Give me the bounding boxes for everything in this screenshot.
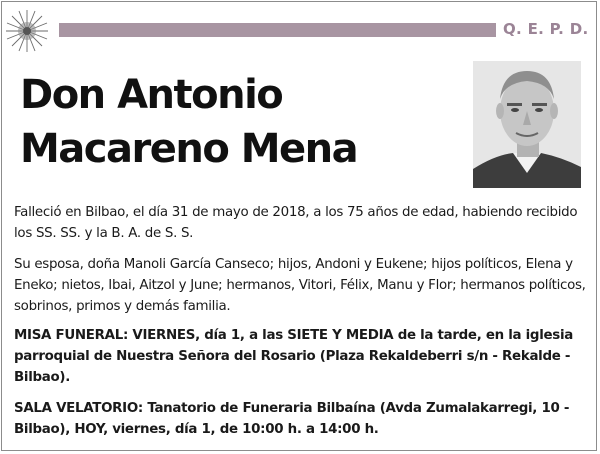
wake-room-paragraph: SALA VELATORIO: Tanatorio de Funeraria Bilbaína (Avda Zumalakarregi, 10 - Bilbao), HOY, viernes, día 1, de 10:00 h. a 14:00 h.	[14, 401, 570, 437]
deceased-name	[20, 68, 470, 176]
flower-ornament-icon	[4, 8, 50, 54]
name-line-2: Macareno Mena	[20, 126, 358, 172]
funeral-mass-paragraph: MISA FUNERAL: VIERNES, día 1, a las SIETE Y MEDIA de la tarde, en la iglesia parroquial de Nuestra Señora del Rosario (Plaza Rekaldeberri s/n - Rekalde - Bilbao).	[14, 328, 573, 385]
qepd-label: Q. E. P. D.	[503, 20, 589, 38]
header-band	[59, 23, 496, 37]
portrait-photo	[473, 61, 581, 188]
family-paragraph: Su esposa, doña Manoli García Canseco; hijos, Andoni y Eukene; hijos políticos, Elena y Eneko; nietos, Ibai, Aitzol y June; hermanos, Vitori, Félix, Manu y Flor; hermanos políticos, sobrinos, primos y demás familia.	[14, 257, 586, 314]
name-line-1: Don Antonio	[20, 72, 283, 118]
death-notice-paragraph: Falleció en Bilbao, el día 31 de mayo de 2018, a los 75 años de edad, habiendo recibido los SS. SS. y la B. A. de S. S.	[14, 205, 578, 241]
